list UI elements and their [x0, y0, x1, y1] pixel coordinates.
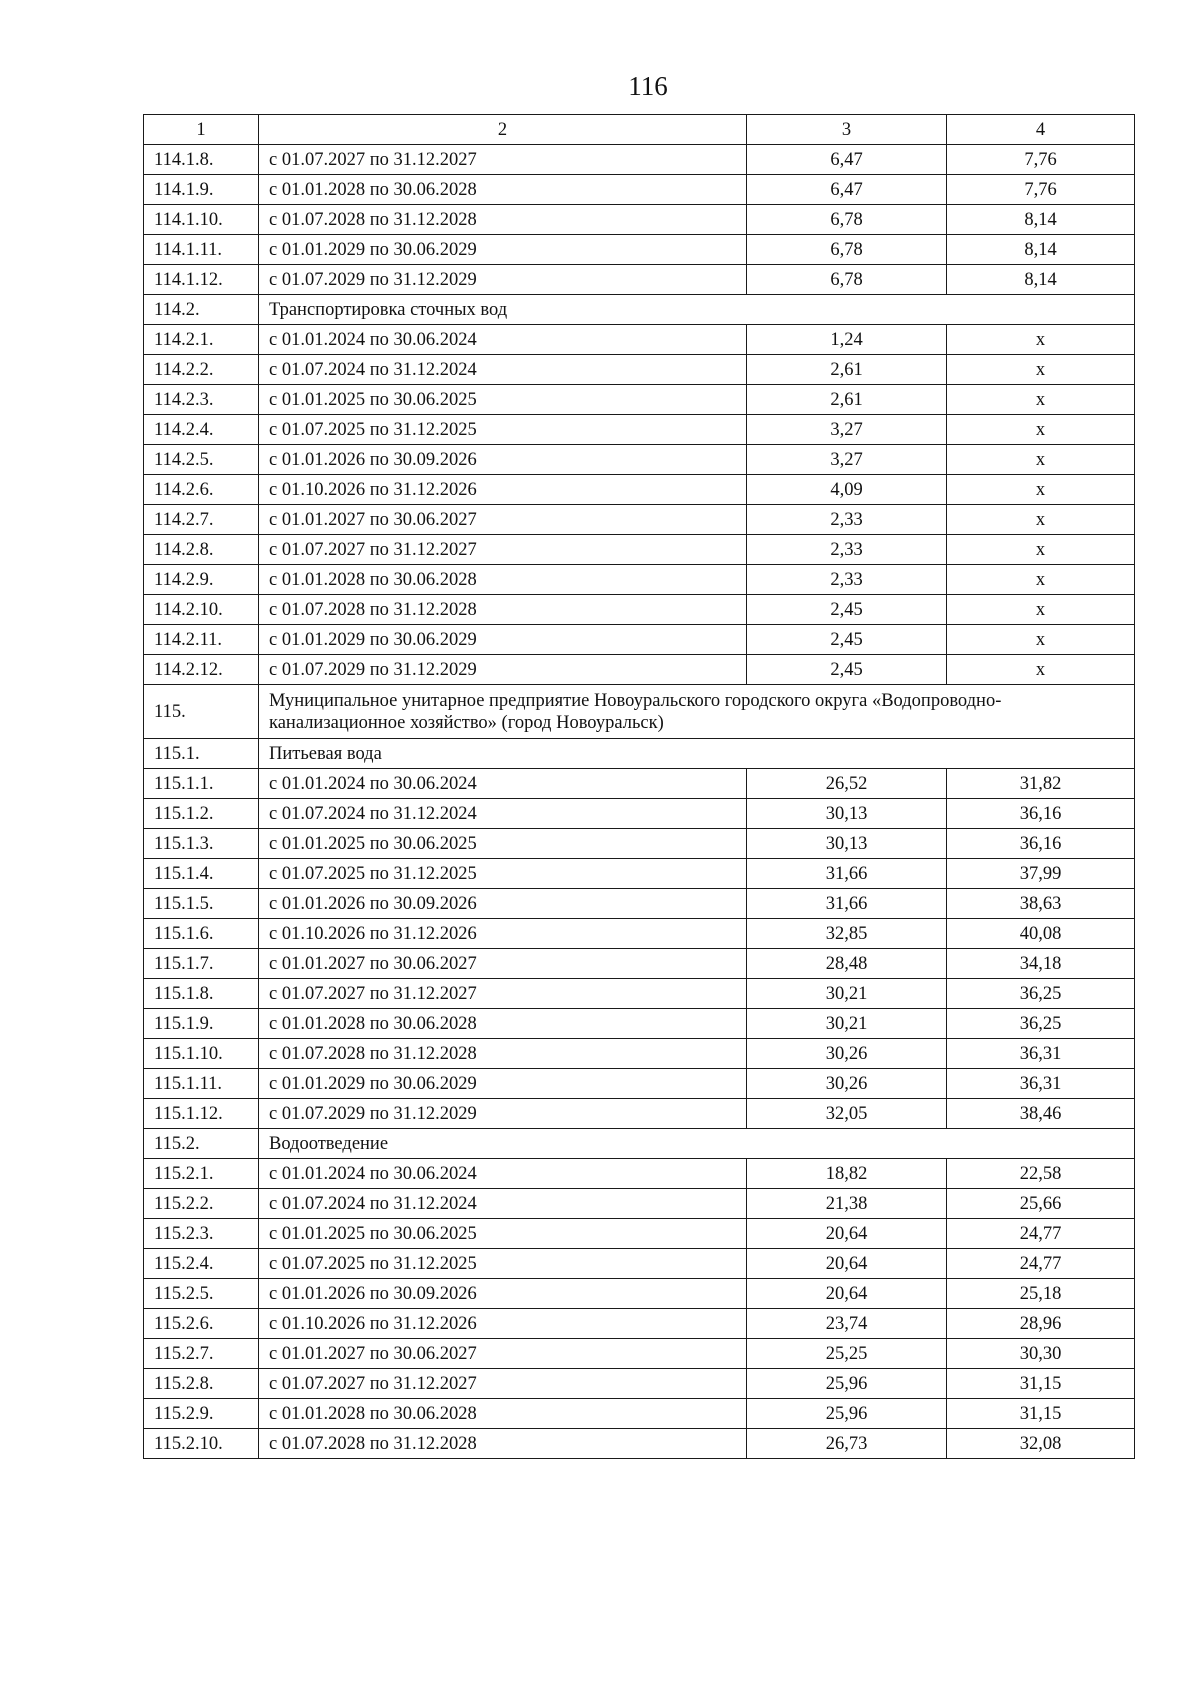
value-col3-cell: 30,13: [747, 799, 947, 829]
period-cell: с 01.07.2029 по 31.12.2029: [259, 1099, 747, 1129]
table-row: [144, 175, 1135, 205]
period-cell: с 01.07.2028 по 31.12.2028: [259, 1429, 747, 1459]
row-number-cell: 114.1.9.: [144, 175, 259, 205]
row-number-cell: 114.2.3.: [144, 385, 259, 415]
row-number-cell: 115.1.5.: [144, 889, 259, 919]
value-col3-cell: 25,96: [747, 1369, 947, 1399]
value-col3-cell: 32,85: [747, 919, 947, 949]
table-row: [144, 1429, 1135, 1459]
row-number-cell: 115.: [144, 685, 259, 739]
value-col3-cell: 2,61: [747, 385, 947, 415]
period-cell: с 01.01.2025 по 30.06.2025: [259, 385, 747, 415]
value-col3-cell: 6,78: [747, 205, 947, 235]
table-row: [144, 1279, 1135, 1309]
value-col4-cell: 36,16: [947, 799, 1135, 829]
value-col3-cell: 20,64: [747, 1219, 947, 1249]
table-row: [144, 595, 1135, 625]
value-col4-cell: 31,82: [947, 769, 1135, 799]
value-col4-cell: 8,14: [947, 205, 1135, 235]
value-col3-cell: 25,25: [747, 1339, 947, 1369]
value-col3-cell: 4,09: [747, 475, 947, 505]
table-row: [144, 415, 1135, 445]
value-col4-cell: x: [947, 415, 1135, 445]
row-number-cell: 114.2.2.: [144, 355, 259, 385]
row-number-cell: 115.2.2.: [144, 1189, 259, 1219]
row-number-cell: 115.2.3.: [144, 1219, 259, 1249]
value-col4-cell: 8,14: [947, 265, 1135, 295]
row-number-cell: 114.1.10.: [144, 205, 259, 235]
value-col4-cell: 28,96: [947, 1309, 1135, 1339]
table-row: [144, 1189, 1135, 1219]
value-col3-cell: 3,27: [747, 415, 947, 445]
row-number-cell: 115.1.2.: [144, 799, 259, 829]
row-number-cell: 115.1.10.: [144, 1039, 259, 1069]
period-cell: с 01.10.2026 по 31.12.2026: [259, 1309, 747, 1339]
value-col3-cell: 1,24: [747, 325, 947, 355]
period-cell: с 01.07.2025 по 31.12.2025: [259, 1249, 747, 1279]
value-col3-cell: 21,38: [747, 1189, 947, 1219]
value-col4-cell: 25,66: [947, 1189, 1135, 1219]
period-cell: с 01.01.2027 по 30.06.2027: [259, 1339, 747, 1369]
row-number-cell: 115.2.: [144, 1129, 259, 1159]
value-col3-cell: 32,05: [747, 1099, 947, 1129]
value-col3-cell: 30,13: [747, 829, 947, 859]
row-number-cell: 114.2.5.: [144, 445, 259, 475]
row-number-cell: 114.1.8.: [144, 145, 259, 175]
value-col3-cell: 26,52: [747, 769, 947, 799]
value-col3-cell: 28,48: [747, 949, 947, 979]
value-col4-cell: 37,99: [947, 859, 1135, 889]
row-number-cell: 114.1.11.: [144, 235, 259, 265]
row-number-cell: 114.2.6.: [144, 475, 259, 505]
table-row: [144, 859, 1135, 889]
table-row: [144, 889, 1135, 919]
value-col3-cell: 30,21: [747, 979, 947, 1009]
period-cell: с 01.07.2029 по 31.12.2029: [259, 655, 747, 685]
table-row: [144, 1009, 1135, 1039]
period-cell: с 01.07.2028 по 31.12.2028: [259, 205, 747, 235]
value-col3-cell: 2,33: [747, 535, 947, 565]
period-cell: с 01.01.2027 по 30.06.2027: [259, 505, 747, 535]
period-cell: с 01.01.2024 по 30.06.2024: [259, 769, 747, 799]
value-col3-cell: 30,26: [747, 1039, 947, 1069]
table-row: [144, 769, 1135, 799]
row-number-cell: 115.1.6.: [144, 919, 259, 949]
table-row: [144, 385, 1135, 415]
value-col3-cell: 6,78: [747, 235, 947, 265]
section-title-cell: Транспортировка сточных вод: [259, 295, 1135, 325]
row-number-cell: 115.2.4.: [144, 1249, 259, 1279]
row-number-cell: 115.2.7.: [144, 1339, 259, 1369]
value-col3-cell: 18,82: [747, 1159, 947, 1189]
period-cell: с 01.10.2026 по 31.12.2026: [259, 919, 747, 949]
value-col4-cell: 7,76: [947, 145, 1135, 175]
value-col4-cell: x: [947, 355, 1135, 385]
value-col3-cell: 6,47: [747, 145, 947, 175]
value-col4-cell: 31,15: [947, 1399, 1135, 1429]
table-row: [144, 235, 1135, 265]
organization-row: [144, 685, 1135, 739]
table-row: [144, 1309, 1135, 1339]
row-number-cell: 114.2.11.: [144, 625, 259, 655]
table-row: [144, 799, 1135, 829]
period-cell: с 01.01.2028 по 30.06.2028: [259, 565, 747, 595]
value-col3-cell: 20,64: [747, 1249, 947, 1279]
value-col4-cell: x: [947, 505, 1135, 535]
table-row: [144, 1219, 1135, 1249]
value-col4-cell: 24,77: [947, 1249, 1135, 1279]
row-number-cell: 115.2.6.: [144, 1309, 259, 1339]
value-col4-cell: 36,31: [947, 1039, 1135, 1069]
value-col3-cell: 25,96: [747, 1399, 947, 1429]
value-col3-cell: 2,61: [747, 355, 947, 385]
value-col4-cell: 30,30: [947, 1339, 1135, 1369]
row-number-cell: 114.1.12.: [144, 265, 259, 295]
value-col4-cell: 36,16: [947, 829, 1135, 859]
period-cell: с 01.07.2027 по 31.12.2027: [259, 979, 747, 1009]
table-row: [144, 205, 1135, 235]
value-col3-cell: 30,26: [747, 1069, 947, 1099]
period-cell: с 01.01.2026 по 30.09.2026: [259, 889, 747, 919]
table-row: [144, 1399, 1135, 1429]
row-number-cell: 114.2.12.: [144, 655, 259, 685]
header-col-4: 4: [947, 115, 1135, 145]
row-number-cell: 115.1.1.: [144, 769, 259, 799]
value-col4-cell: 38,46: [947, 1099, 1135, 1129]
row-number-cell: 115.1.7.: [144, 949, 259, 979]
period-cell: с 01.01.2026 по 30.09.2026: [259, 1279, 747, 1309]
table-row: [144, 1339, 1135, 1369]
value-col4-cell: 25,18: [947, 1279, 1135, 1309]
period-cell: с 01.07.2025 по 31.12.2025: [259, 859, 747, 889]
value-col3-cell: 2,33: [747, 565, 947, 595]
period-cell: с 01.01.2029 по 30.06.2029: [259, 1069, 747, 1099]
tariff-table: [143, 114, 1135, 1459]
value-col3-cell: 3,27: [747, 445, 947, 475]
value-col4-cell: 36,25: [947, 979, 1135, 1009]
row-number-cell: 115.1.3.: [144, 829, 259, 859]
table-row: [144, 475, 1135, 505]
section-row: [144, 295, 1135, 325]
period-cell: с 01.07.2027 по 31.12.2027: [259, 145, 747, 175]
table-row: [144, 1039, 1135, 1069]
value-col4-cell: 8,14: [947, 235, 1135, 265]
value-col3-cell: 31,66: [747, 889, 947, 919]
table-row: [144, 919, 1135, 949]
organization-name-cell: Муниципальное унитарное предприятие Новоуральского городского округа «Водопроводно-канализационное хозяйство» (город Новоуральск): [259, 685, 1135, 739]
row-number-cell: 114.2.4.: [144, 415, 259, 445]
row-number-cell: 114.2.7.: [144, 505, 259, 535]
header-row: [144, 115, 1135, 145]
table-row: [144, 1099, 1135, 1129]
value-col4-cell: x: [947, 535, 1135, 565]
value-col4-cell: 24,77: [947, 1219, 1135, 1249]
table-row: [144, 949, 1135, 979]
period-cell: с 01.07.2025 по 31.12.2025: [259, 415, 747, 445]
section-title-cell: Питьевая вода: [259, 739, 1135, 769]
table-row: [144, 1159, 1135, 1189]
table-row: [144, 1369, 1135, 1399]
period-cell: с 01.01.2028 по 30.06.2028: [259, 1009, 747, 1039]
value-col4-cell: 36,25: [947, 1009, 1135, 1039]
period-cell: с 01.01.2024 по 30.06.2024: [259, 325, 747, 355]
table-row: [144, 1069, 1135, 1099]
value-col4-cell: x: [947, 445, 1135, 475]
table-row: [144, 979, 1135, 1009]
header-col-1: 1: [144, 115, 259, 145]
row-number-cell: 114.2.: [144, 295, 259, 325]
row-number-cell: 115.2.8.: [144, 1369, 259, 1399]
page-number: 116: [628, 71, 668, 101]
row-number-cell: 114.2.9.: [144, 565, 259, 595]
row-number-cell: 115.2.9.: [144, 1399, 259, 1429]
period-cell: с 01.07.2027 по 31.12.2027: [259, 1369, 747, 1399]
table-row: [144, 655, 1135, 685]
period-cell: с 01.07.2024 по 31.12.2024: [259, 1189, 747, 1219]
row-number-cell: 114.2.8.: [144, 535, 259, 565]
value-col3-cell: 20,64: [747, 1279, 947, 1309]
row-number-cell: 115.1.12.: [144, 1099, 259, 1129]
row-number-cell: 115.2.1.: [144, 1159, 259, 1189]
period-cell: с 01.01.2027 по 30.06.2027: [259, 949, 747, 979]
section-row: [144, 739, 1135, 769]
period-cell: с 01.01.2029 по 30.06.2029: [259, 235, 747, 265]
period-cell: с 01.01.2026 по 30.09.2026: [259, 445, 747, 475]
value-col3-cell: 26,73: [747, 1429, 947, 1459]
table-row: [144, 625, 1135, 655]
table-row: [144, 505, 1135, 535]
value-col4-cell: x: [947, 625, 1135, 655]
value-col4-cell: 38,63: [947, 889, 1135, 919]
value-col3-cell: 2,45: [747, 595, 947, 625]
header-col-3: 3: [747, 115, 947, 145]
value-col4-cell: x: [947, 475, 1135, 505]
value-col4-cell: 36,31: [947, 1069, 1135, 1099]
value-col4-cell: x: [947, 385, 1135, 415]
value-col4-cell: x: [947, 325, 1135, 355]
period-cell: с 01.07.2024 по 31.12.2024: [259, 355, 747, 385]
value-col4-cell: 32,08: [947, 1429, 1135, 1459]
value-col3-cell: 2,45: [747, 655, 947, 685]
period-cell: с 01.07.2028 по 31.12.2028: [259, 1039, 747, 1069]
period-cell: с 01.07.2027 по 31.12.2027: [259, 535, 747, 565]
value-col3-cell: 23,74: [747, 1309, 947, 1339]
section-row: [144, 1129, 1135, 1159]
section-title-cell: Водоотведение: [259, 1129, 1135, 1159]
value-col4-cell: x: [947, 595, 1135, 625]
row-number-cell: 115.2.10.: [144, 1429, 259, 1459]
value-col3-cell: 2,33: [747, 505, 947, 535]
table-row: [144, 325, 1135, 355]
period-cell: с 01.07.2029 по 31.12.2029: [259, 265, 747, 295]
value-col4-cell: 31,15: [947, 1369, 1135, 1399]
period-cell: с 01.07.2024 по 31.12.2024: [259, 799, 747, 829]
value-col4-cell: 34,18: [947, 949, 1135, 979]
value-col3-cell: 6,78: [747, 265, 947, 295]
period-cell: с 01.01.2029 по 30.06.2029: [259, 625, 747, 655]
row-number-cell: 115.1.11.: [144, 1069, 259, 1099]
value-col4-cell: 22,58: [947, 1159, 1135, 1189]
table-row: [144, 145, 1135, 175]
value-col4-cell: 40,08: [947, 919, 1135, 949]
value-col4-cell: x: [947, 565, 1135, 595]
period-cell: с 01.01.2028 по 30.06.2028: [259, 175, 747, 205]
row-number-cell: 115.1.: [144, 739, 259, 769]
row-number-cell: 115.1.4.: [144, 859, 259, 889]
period-cell: с 01.01.2025 по 30.06.2025: [259, 829, 747, 859]
value-col3-cell: 30,21: [747, 1009, 947, 1039]
row-number-cell: 115.1.8.: [144, 979, 259, 1009]
table-row: [144, 565, 1135, 595]
table-row: [144, 1249, 1135, 1279]
value-col4-cell: x: [947, 655, 1135, 685]
row-number-cell: 114.2.10.: [144, 595, 259, 625]
table-row: [144, 535, 1135, 565]
period-cell: с 01.10.2026 по 31.12.2026: [259, 475, 747, 505]
table-header: [144, 115, 1135, 145]
row-number-cell: 114.2.1.: [144, 325, 259, 355]
table-row: [144, 355, 1135, 385]
value-col4-cell: 7,76: [947, 175, 1135, 205]
table-row: [144, 265, 1135, 295]
period-cell: с 01.01.2028 по 30.06.2028: [259, 1399, 747, 1429]
value-col3-cell: 2,45: [747, 625, 947, 655]
period-cell: с 01.01.2024 по 30.06.2024: [259, 1159, 747, 1189]
table-row: [144, 445, 1135, 475]
table-body: [144, 145, 1135, 1459]
row-number-cell: 115.2.5.: [144, 1279, 259, 1309]
period-cell: с 01.01.2025 по 30.06.2025: [259, 1219, 747, 1249]
value-col3-cell: 6,47: [747, 175, 947, 205]
period-cell: с 01.07.2028 по 31.12.2028: [259, 595, 747, 625]
value-col3-cell: 31,66: [747, 859, 947, 889]
header-col-2: 2: [259, 115, 747, 145]
table-row: [144, 829, 1135, 859]
row-number-cell: 115.1.9.: [144, 1009, 259, 1039]
